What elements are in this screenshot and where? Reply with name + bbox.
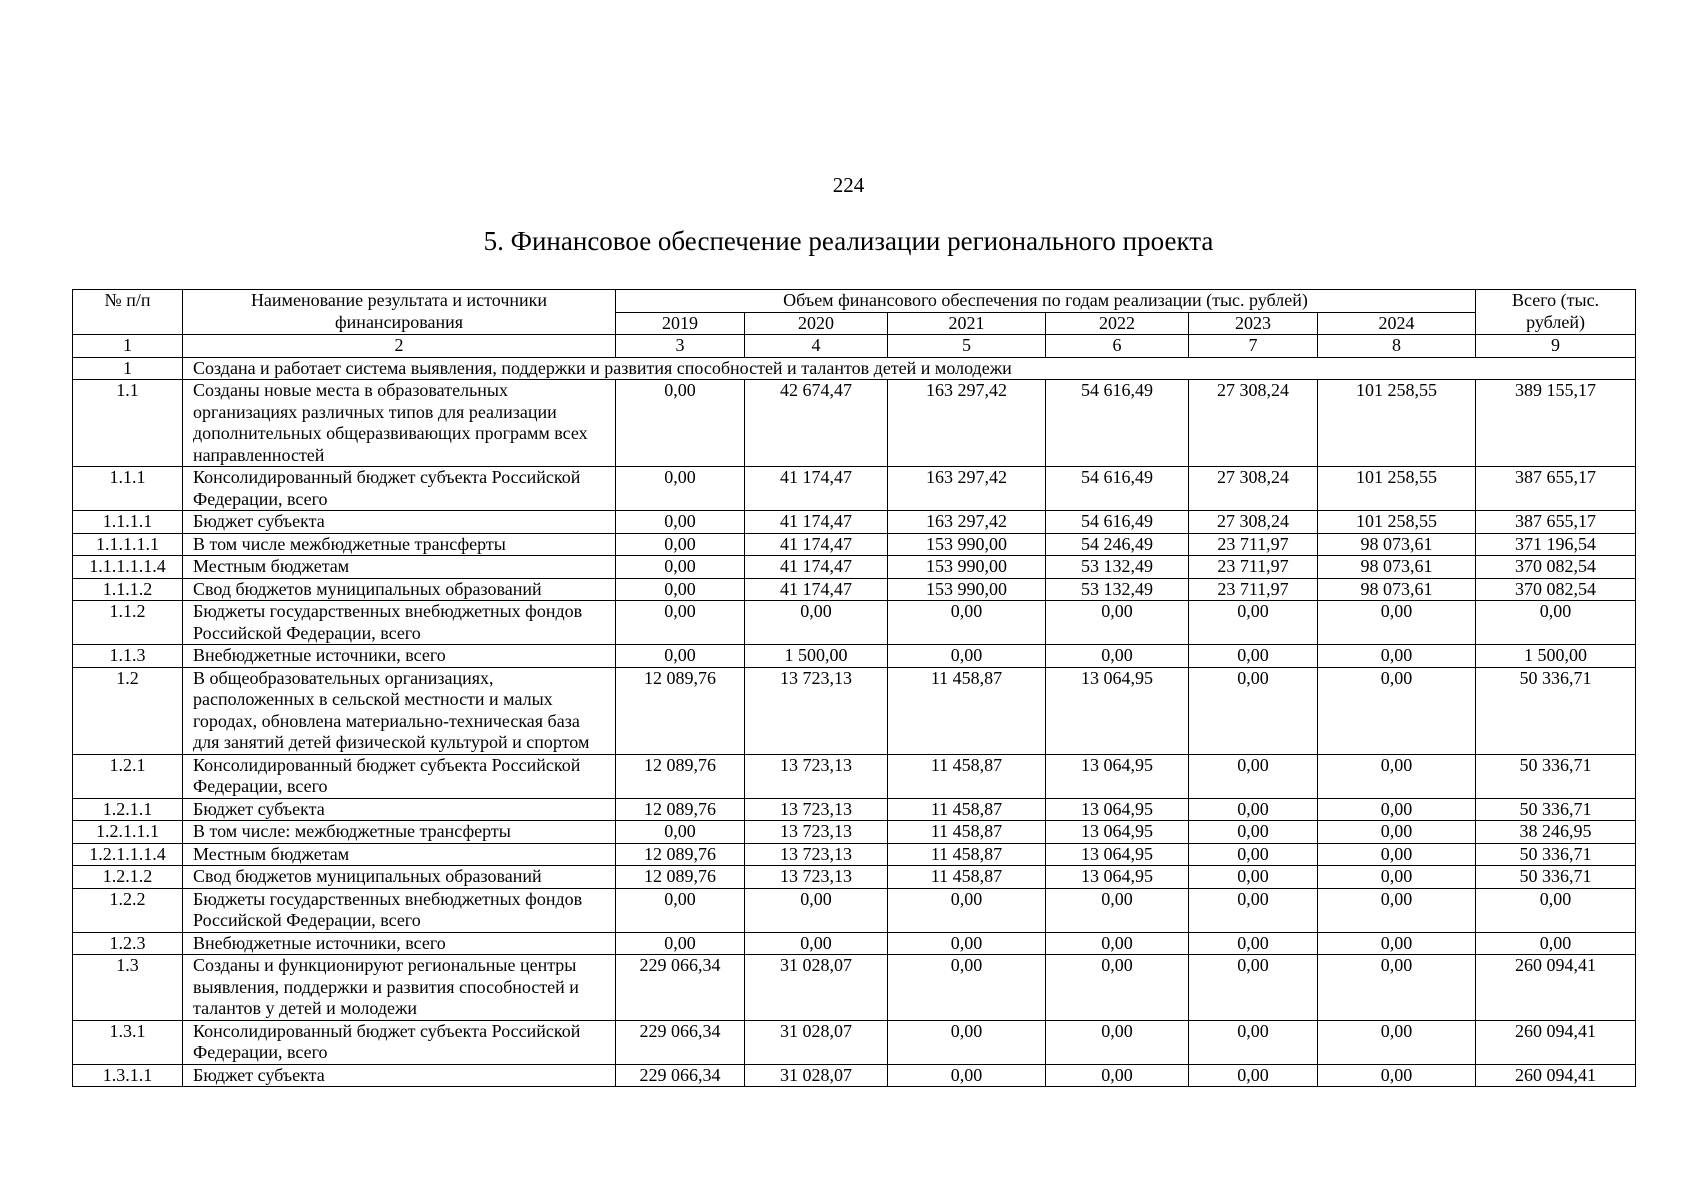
- row-value: 163 297,42: [888, 467, 1046, 511]
- row-value: 0,00: [1046, 1064, 1189, 1087]
- row-value: 27 308,24: [1189, 467, 1318, 511]
- row-total: 260 094,41: [1476, 955, 1636, 1021]
- row-total: 260 094,41: [1476, 1064, 1636, 1087]
- row-number: 1.2.1.1.1.4: [73, 843, 183, 866]
- row-value: 54 616,49: [1046, 467, 1189, 511]
- row-total: 1 500,00: [1476, 645, 1636, 668]
- table-row: [73, 798, 1636, 821]
- row-value: 41 174,47: [745, 467, 888, 511]
- col-number: 5: [888, 335, 1046, 358]
- row-value: 0,00: [616, 601, 745, 645]
- row-total: 389 155,17: [1476, 380, 1636, 467]
- row-value: 0,00: [1046, 955, 1189, 1021]
- table-row: [73, 866, 1636, 889]
- row-value: 98 073,61: [1318, 578, 1476, 601]
- row-value: 0,00: [1318, 888, 1476, 932]
- row-value: 41 174,47: [745, 556, 888, 579]
- col-number: 3: [616, 335, 745, 358]
- row-value: 0,00: [888, 645, 1046, 668]
- row-value: 0,00: [1318, 955, 1476, 1021]
- row-value: 153 990,00: [888, 533, 1046, 556]
- header-year: 2022: [1046, 312, 1189, 335]
- row-name: Свод бюджетов муниципальных образований: [183, 578, 616, 601]
- row-name: Местным бюджетам: [183, 556, 616, 579]
- row-value: 13 723,13: [745, 843, 888, 866]
- row-value: 23 711,97: [1189, 556, 1318, 579]
- section-num: 1: [73, 357, 183, 380]
- row-value: 0,00: [616, 556, 745, 579]
- row-value: 0,00: [888, 1020, 1046, 1064]
- row-value: 0,00: [745, 888, 888, 932]
- row-value: 13 723,13: [745, 866, 888, 889]
- row-value: 98 073,61: [1318, 533, 1476, 556]
- row-value: 0,00: [745, 601, 888, 645]
- row-number: 1.3: [73, 955, 183, 1021]
- row-value: 12 089,76: [616, 754, 745, 798]
- row-value: 163 297,42: [888, 511, 1046, 534]
- row-name: В общеобразовательных организациях, расположенных в сельской местности и малых городах, обновлена материально-техническая база для занятий детей физической культурой и спортом: [183, 667, 616, 754]
- row-value: 12 089,76: [616, 843, 745, 866]
- row-value: 13 723,13: [745, 821, 888, 844]
- header-year: 2019: [616, 312, 745, 335]
- row-total: 0,00: [1476, 601, 1636, 645]
- row-name: Внебюджетные источники, всего: [183, 645, 616, 668]
- row-value: 11 458,87: [888, 754, 1046, 798]
- table-row: [73, 601, 1636, 645]
- page-number: 224: [832, 173, 865, 197]
- table-row: [73, 578, 1636, 601]
- row-value: 0,00: [745, 932, 888, 955]
- row-value: 0,00: [888, 601, 1046, 645]
- row-number: 1.1.2: [73, 601, 183, 645]
- row-total: 370 082,54: [1476, 556, 1636, 579]
- row-value: 13 723,13: [745, 754, 888, 798]
- header-year: 2021: [888, 312, 1046, 335]
- row-value: 11 458,87: [888, 866, 1046, 889]
- row-total: 387 655,17: [1476, 511, 1636, 534]
- row-value: 0,00: [1318, 667, 1476, 754]
- header-num: № п/п: [73, 290, 183, 335]
- row-value: 0,00: [616, 467, 745, 511]
- row-name: Созданы и функционируют региональные центры выявления, поддержки и развития способностей и талантов у детей и молодежи: [183, 955, 616, 1021]
- row-value: 0,00: [1318, 866, 1476, 889]
- row-value: 53 132,49: [1046, 578, 1189, 601]
- table-row: [73, 533, 1636, 556]
- row-total: 387 655,17: [1476, 467, 1636, 511]
- row-name: Консолидированный бюджет субъекта Российской Федерации, всего: [183, 467, 616, 511]
- row-number: 1.1.1.1: [73, 511, 183, 534]
- row-value: 0,00: [1046, 645, 1189, 668]
- row-value: 0,00: [1046, 888, 1189, 932]
- row-value: 229 066,34: [616, 1064, 745, 1087]
- row-value: 0,00: [1046, 932, 1189, 955]
- row-number: 1.3.1: [73, 1020, 183, 1064]
- table-row: [73, 1020, 1636, 1064]
- row-value: 0,00: [1189, 667, 1318, 754]
- row-value: 0,00: [1189, 754, 1318, 798]
- row-value: 229 066,34: [616, 1020, 745, 1064]
- row-value: 0,00: [888, 955, 1046, 1021]
- row-number: 1.1.1.2: [73, 578, 183, 601]
- row-value: 153 990,00: [888, 556, 1046, 579]
- page-title: 5. Финансовое обеспечение реализации регионального проекта: [483, 226, 1214, 256]
- row-value: 0,00: [1318, 1020, 1476, 1064]
- row-value: 11 458,87: [888, 821, 1046, 844]
- row-value: 11 458,87: [888, 798, 1046, 821]
- row-value: 13 064,95: [1046, 821, 1189, 844]
- table-row: [73, 754, 1636, 798]
- row-value: 98 073,61: [1318, 556, 1476, 579]
- row-value: 13 723,13: [745, 667, 888, 754]
- row-value: 0,00: [616, 645, 745, 668]
- row-value: 0,00: [1189, 1020, 1318, 1064]
- header-name: Наименование результата и источники финансирования: [183, 290, 616, 335]
- row-value: 54 616,49: [1046, 511, 1189, 534]
- row-value: 12 089,76: [616, 866, 745, 889]
- table-row: [73, 1064, 1636, 1087]
- row-total: 370 082,54: [1476, 578, 1636, 601]
- row-value: 0,00: [1318, 645, 1476, 668]
- row-value: 0,00: [1189, 888, 1318, 932]
- row-value: 0,00: [888, 888, 1046, 932]
- row-value: 153 990,00: [888, 578, 1046, 601]
- row-value: 163 297,42: [888, 380, 1046, 467]
- col-number: 9: [1476, 335, 1636, 358]
- row-name: Бюджет субъекта: [183, 1064, 616, 1087]
- row-name: В том числе межбюджетные трансферты: [183, 533, 616, 556]
- row-value: 0,00: [616, 888, 745, 932]
- row-value: 13 064,95: [1046, 754, 1189, 798]
- table-row: [73, 821, 1636, 844]
- row-number: 1.1: [73, 380, 183, 467]
- row-value: 101 258,55: [1318, 380, 1476, 467]
- row-value: 0,00: [1318, 754, 1476, 798]
- row-number: 1.2.1.1: [73, 798, 183, 821]
- row-total: 50 336,71: [1476, 866, 1636, 889]
- row-value: 31 028,07: [745, 955, 888, 1021]
- row-number: 1.3.1.1: [73, 1064, 183, 1087]
- row-number: 1.1.1.1.1.4: [73, 556, 183, 579]
- row-value: 0,00: [1318, 821, 1476, 844]
- table-row: [73, 667, 1636, 754]
- row-number: 1.2: [73, 667, 183, 754]
- row-value: 0,00: [616, 932, 745, 955]
- row-total: 50 336,71: [1476, 754, 1636, 798]
- row-total: 371 196,54: [1476, 533, 1636, 556]
- row-value: 54 246,49: [1046, 533, 1189, 556]
- col-number: 7: [1189, 335, 1318, 358]
- row-value: 41 174,47: [745, 511, 888, 534]
- row-name: Бюджеты государственных внебюджетных фондов Российской Федерации, всего: [183, 888, 616, 932]
- row-value: 0,00: [1189, 955, 1318, 1021]
- row-value: 31 028,07: [745, 1020, 888, 1064]
- col-number: 6: [1046, 335, 1189, 358]
- row-value: 42 674,47: [745, 380, 888, 467]
- financing-table: [72, 289, 1636, 1087]
- row-value: 13 723,13: [745, 798, 888, 821]
- row-value: 0,00: [1046, 1020, 1189, 1064]
- row-value: 13 064,95: [1046, 667, 1189, 754]
- col-number: 2: [183, 335, 616, 358]
- col-number: 1: [73, 335, 183, 358]
- row-value: 0,00: [1189, 821, 1318, 844]
- header-row-1: [73, 290, 1636, 313]
- row-value: 0,00: [616, 380, 745, 467]
- row-value: 54 616,49: [1046, 380, 1189, 467]
- table-row: [73, 380, 1636, 467]
- header-year: 2023: [1189, 312, 1318, 335]
- row-value: 0,00: [1189, 1064, 1318, 1087]
- row-value: 53 132,49: [1046, 556, 1189, 579]
- row-name: Местным бюджетам: [183, 843, 616, 866]
- row-total: 0,00: [1476, 888, 1636, 932]
- row-name: Свод бюджетов муниципальных образований: [183, 866, 616, 889]
- row-value: 0,00: [1189, 645, 1318, 668]
- row-total: 260 094,41: [1476, 1020, 1636, 1064]
- row-value: 13 064,95: [1046, 866, 1189, 889]
- row-value: 27 308,24: [1189, 380, 1318, 467]
- row-value: 0,00: [616, 511, 745, 534]
- row-number: 1.2.1.2: [73, 866, 183, 889]
- row-name: Бюджет субъекта: [183, 798, 616, 821]
- row-value: 229 066,34: [616, 955, 745, 1021]
- row-number: 1.2.1: [73, 754, 183, 798]
- table-row: [73, 843, 1636, 866]
- row-number: 1.1.1.1.1: [73, 533, 183, 556]
- row-value: 13 064,95: [1046, 798, 1189, 821]
- table-row: [73, 932, 1636, 955]
- row-value: 0,00: [1189, 601, 1318, 645]
- header-year: 2020: [745, 312, 888, 335]
- section-row: [73, 357, 1636, 380]
- row-value: 1 500,00: [745, 645, 888, 668]
- row-total: 50 336,71: [1476, 667, 1636, 754]
- section-name: Создана и работает система выявления, поддержки и развития способностей и талантов детей и молодежи: [183, 357, 1636, 380]
- row-number: 1.1.3: [73, 645, 183, 668]
- table-row: [73, 511, 1636, 534]
- row-value: 0,00: [616, 821, 745, 844]
- row-name: Консолидированный бюджет субъекта Российской Федерации, всего: [183, 1020, 616, 1064]
- row-number: 1.1.1: [73, 467, 183, 511]
- table-row: [73, 888, 1636, 932]
- row-name: Бюджет субъекта: [183, 511, 616, 534]
- row-value: 41 174,47: [745, 533, 888, 556]
- row-value: 41 174,47: [745, 578, 888, 601]
- row-name: Бюджеты государственных внебюджетных фондов Российской Федерации, всего: [183, 601, 616, 645]
- row-value: 31 028,07: [745, 1064, 888, 1087]
- row-name: Внебюджетные источники, всего: [183, 932, 616, 955]
- col-number: 8: [1318, 335, 1476, 358]
- row-value: 0,00: [888, 932, 1046, 955]
- table-row: [73, 645, 1636, 668]
- row-value: 101 258,55: [1318, 511, 1476, 534]
- header-total: Всего (тыс. рублей): [1476, 290, 1636, 335]
- row-value: 23 711,97: [1189, 578, 1318, 601]
- row-value: 0,00: [888, 1064, 1046, 1087]
- row-value: 101 258,55: [1318, 467, 1476, 511]
- table-row: [73, 556, 1636, 579]
- row-number: 1.2.3: [73, 932, 183, 955]
- row-value: 12 089,76: [616, 798, 745, 821]
- row-number: 1.2.1.1.1: [73, 821, 183, 844]
- header-row-col-numbers: [73, 335, 1636, 358]
- row-total: 38 246,95: [1476, 821, 1636, 844]
- row-value: 11 458,87: [888, 843, 1046, 866]
- row-value: 12 089,76: [616, 667, 745, 754]
- table-row: [73, 467, 1636, 511]
- row-number: 1.2.2: [73, 888, 183, 932]
- row-value: 0,00: [1318, 1064, 1476, 1087]
- row-value: 13 064,95: [1046, 843, 1189, 866]
- row-value: 0,00: [1189, 866, 1318, 889]
- row-value: 0,00: [616, 578, 745, 601]
- row-value: 11 458,87: [888, 667, 1046, 754]
- row-value: 0,00: [1189, 798, 1318, 821]
- row-value: 0,00: [616, 533, 745, 556]
- row-value: 0,00: [1318, 798, 1476, 821]
- row-value: 23 711,97: [1189, 533, 1318, 556]
- header-year: 2024: [1318, 312, 1476, 335]
- row-total: 50 336,71: [1476, 798, 1636, 821]
- row-value: 0,00: [1318, 843, 1476, 866]
- row-name: Консолидированный бюджет субъекта Российской Федерации, всего: [183, 754, 616, 798]
- table-row: [73, 955, 1636, 1021]
- row-value: 27 308,24: [1189, 511, 1318, 534]
- row-value: 0,00: [1189, 843, 1318, 866]
- row-name: В том числе: межбюджетные трансферты: [183, 821, 616, 844]
- row-name: Созданы новые места в образовательных организациях различных типов для реализации дополнительных общеразвивающих программ всех направленностей: [183, 380, 616, 467]
- row-value: 0,00: [1189, 932, 1318, 955]
- row-value: 0,00: [1046, 601, 1189, 645]
- col-number: 4: [745, 335, 888, 358]
- row-value: 0,00: [1318, 601, 1476, 645]
- row-total: 0,00: [1476, 932, 1636, 955]
- row-total: 50 336,71: [1476, 843, 1636, 866]
- row-value: 0,00: [1318, 932, 1476, 955]
- header-volume: Объем финансового обеспечения по годам реализации (тыс. рублей): [616, 290, 1476, 313]
